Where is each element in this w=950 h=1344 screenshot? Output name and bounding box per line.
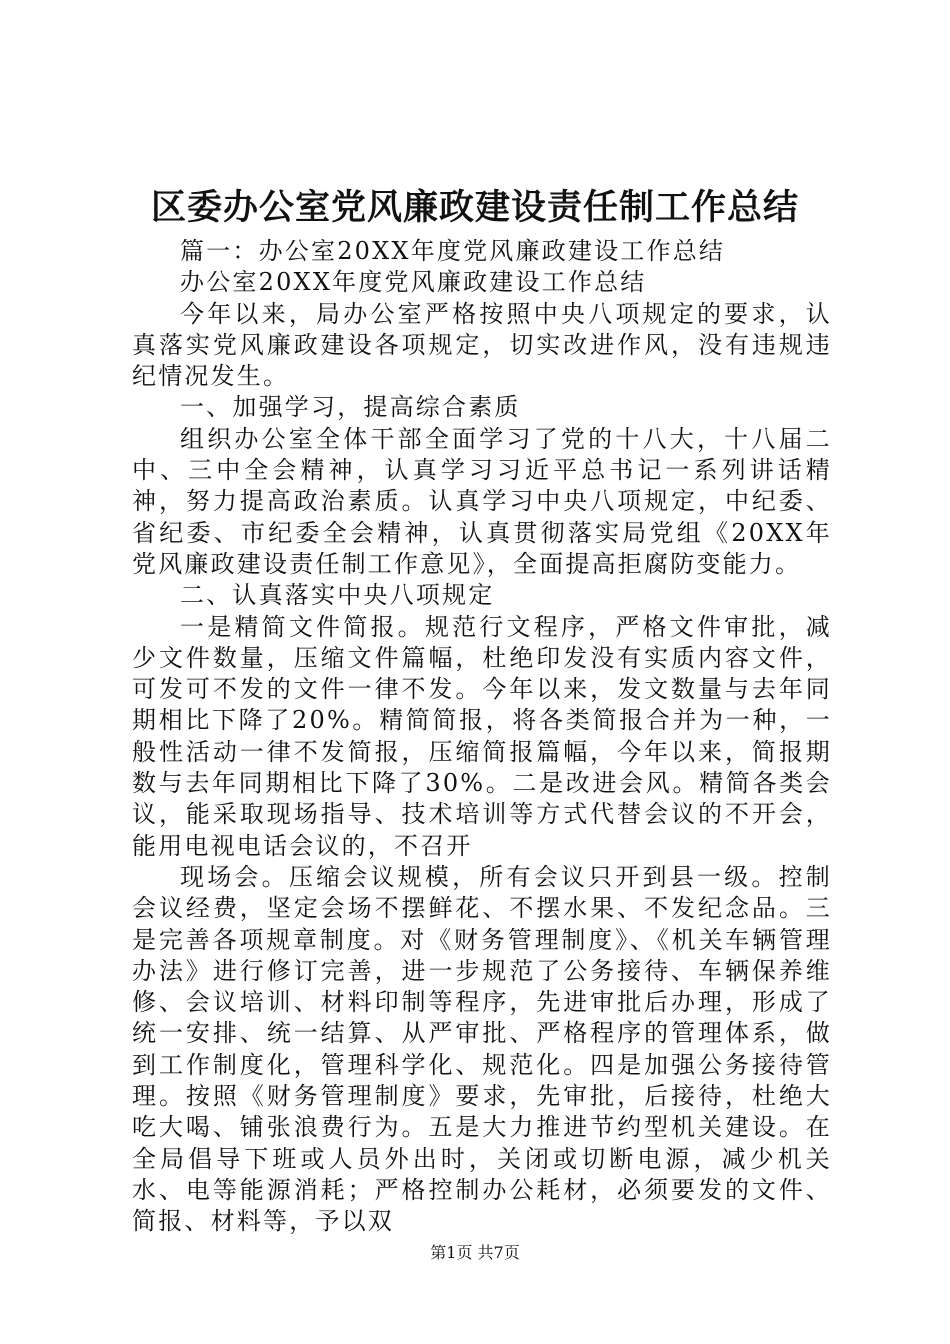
section-heading-2: 二、认真落实中央八项规定 (180, 581, 495, 610)
paragraph-section-2a: 一是精简文件简报。规范行文程序，严格文件审批，减少文件数量，压缩文件篇幅，杜绝印发没有实质内容文件，可发可不发的文件一律不发。今年以来，发文数量与去年同期相比下降了20%。精简简报，将各类简报合并为一种，一般性活动一律不发简报，压缩简报篇幅，今年以来，简报期数与去年同期相比下降了30%。二是改进会风。精简各类会议，能采取现场指导、技术培训等方式代替会议的不开会，能用电视电话会议的，不召开 (132, 612, 832, 860)
section-heading-1: 一、加强学习，提高综合素质 (180, 393, 521, 422)
paragraph-subtitle-2: 办公室20XX年度党风廉政建设工作总结 (180, 268, 647, 297)
document-title: 区委办公室党风廉政建设责任制工作总结 (150, 187, 799, 228)
document-body (132, 236, 832, 1238)
paragraph-section-1: 组织办公室全体干部全面学习了党的十八大，十八届二中、三中全会精神，认真学习习近平总书记一系列讲话精神，努力提高政治素质。认真学习中央八项规定，中纪委、省纪委、市纪委全会精神，认真贯彻落实局党组《20XX年党风廉政建设责任制工作意见》，全面提高拒腐防变能力。 (132, 424, 832, 578)
paragraph-subtitle-1: 篇一：办公室20XX年度党风廉政建设工作总结 (180, 237, 726, 265)
page-footer: 第1页 共7页 (430, 1243, 520, 1262)
paragraph-intro: 今年以来，局办公室严格按照中央八项规定的要求，认真落实党风廉政建设各项规定，切实改进作风，没有违规违纪情况发生。 (132, 299, 832, 391)
paragraph-section-2b: 现场会。压缩会议规模，所有会议只开到县一级。控制会议经费，坚定会场不摆鲜花、不摆水果、不发纪念品。三是完善各项规章制度。对《财务管理制度》、《机关车辆管理办法》进行修订完善，进一步规范了公务接待、车辆保养维修、会议培训、材料印制等程序，先进审批后办理，形成了统一安排、统一结算、从严审批、严格程序的管理体系，做到工作制度化，管理科学化、规范化。四是加强公务接待管理。按照《财务管理制度》要求，先审批，后接待，杜绝大吃大喝、铺张浪费行为。五是大力推进节约型机关建设。在全局倡导下班或人员外出时，关闭或切断电源，减少机关水、电等能源消耗；严格控制办公耗材，必须要发的文件、简报、材料等，予以双 (132, 862, 832, 1236)
